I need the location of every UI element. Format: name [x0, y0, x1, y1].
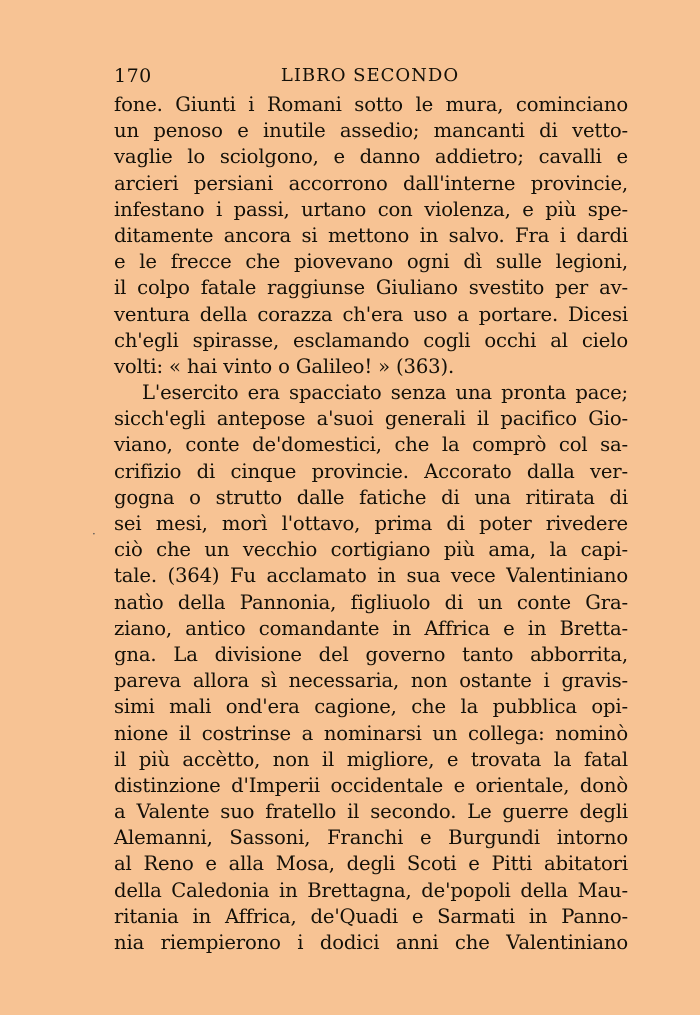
text-line: ch'egli spirasse, esclamando cogli occhi al cielo: [114, 328, 628, 352]
text-line: distinzione d'Imperii occidentale e orientale, donò: [114, 773, 628, 797]
text-line: della Caledonia in Brettagna, de'popoli della Mau-: [114, 878, 628, 902]
text-line: L'esercito era spacciato senza una pronta pace;: [142, 381, 628, 405]
text-line: volti: « hai vinto o Galileo! » (363).: [114, 354, 455, 378]
text-line: fone. Giunti i Romani sotto le mura, cominciano: [114, 93, 628, 116]
text-line: nia riempierono i dodici anni che Valentiniano: [114, 931, 628, 954]
text-line: gna. La divisione del governo tanto abborrita,: [114, 642, 628, 666]
text-line: ritania in Affrica, de'Quadi e Sarmati in Panno-: [114, 904, 628, 928]
text-line: nione il costrinse a nominarsi un collega: nominò: [114, 721, 628, 745]
text-line: e le frecce che piovevano ogni dì sulle legioni,: [114, 250, 628, 274]
text-line: simi mali ond'era cagione, che la pubblica opi-: [114, 695, 628, 719]
text-line: arcieri persiani accorrono dall'interne provincie,: [114, 171, 628, 195]
text-line: il più accètto, non il migliore, e trovata la fatal: [114, 747, 628, 771]
page-header: [114, 62, 626, 92]
text-line: vaglie lo sciolgono, e danno addietro; cavalli e: [114, 145, 628, 169]
body-text: [114, 92, 628, 956]
text-line: Alemanni, Sassoni, Franchi e Burgundi intorno: [114, 826, 628, 850]
text-line: sicch'egli antepose a'suoi generali il pacifico Gio-: [114, 407, 628, 431]
text-line: ciò che un vecchio cortigiano più ama, la capi-: [114, 538, 628, 562]
text-line: viano, conte de'domestici, che la comprò col sa-: [114, 433, 628, 457]
text-line: gogna o strutto dalle fatiche di una ritirata di: [114, 485, 628, 509]
text-line: ziano, antico comandante in Affrica e in Bretta-: [114, 616, 628, 640]
text-line: un penoso e inutile assedio; mancanti di vetto-: [114, 119, 628, 143]
text-line: infestano i passi, urtano con violenza, e più spe-: [114, 197, 628, 221]
text-line: tale. (364) Fu acclamato in sua vece Valentiniano: [114, 564, 628, 588]
text-line: il colpo fatale raggiunse Giuliano svestito per av-: [114, 276, 628, 300]
text-line: ventura della corazza ch'era uso a portare. Dicesi: [114, 302, 628, 326]
text-line: a Valente suo fratello il secondo. Le guerre degli: [114, 800, 628, 824]
text-line: al Reno e alla Mosa, degli Scoti e Pitti abitatori: [114, 852, 628, 876]
margin-mark: ·: [92, 527, 96, 541]
text-line: sei mesi, morì l'ottavo, prima di poter rivedere: [114, 512, 628, 535]
running-head: LIBRO SECONDO: [280, 65, 460, 86]
text-line: ditamente ancora si mettono in salvo. Fra i dardi: [114, 223, 628, 247]
text-line: natìo della Pannonia, figliuolo di un conte Gra-: [114, 590, 628, 614]
page-number: 170: [114, 65, 152, 87]
text-line: pareva allora sì necessaria, non ostante i gravis-: [114, 669, 628, 693]
text-line: crifizio di cinque provincie. Accorato dalla ver-: [114, 459, 628, 483]
